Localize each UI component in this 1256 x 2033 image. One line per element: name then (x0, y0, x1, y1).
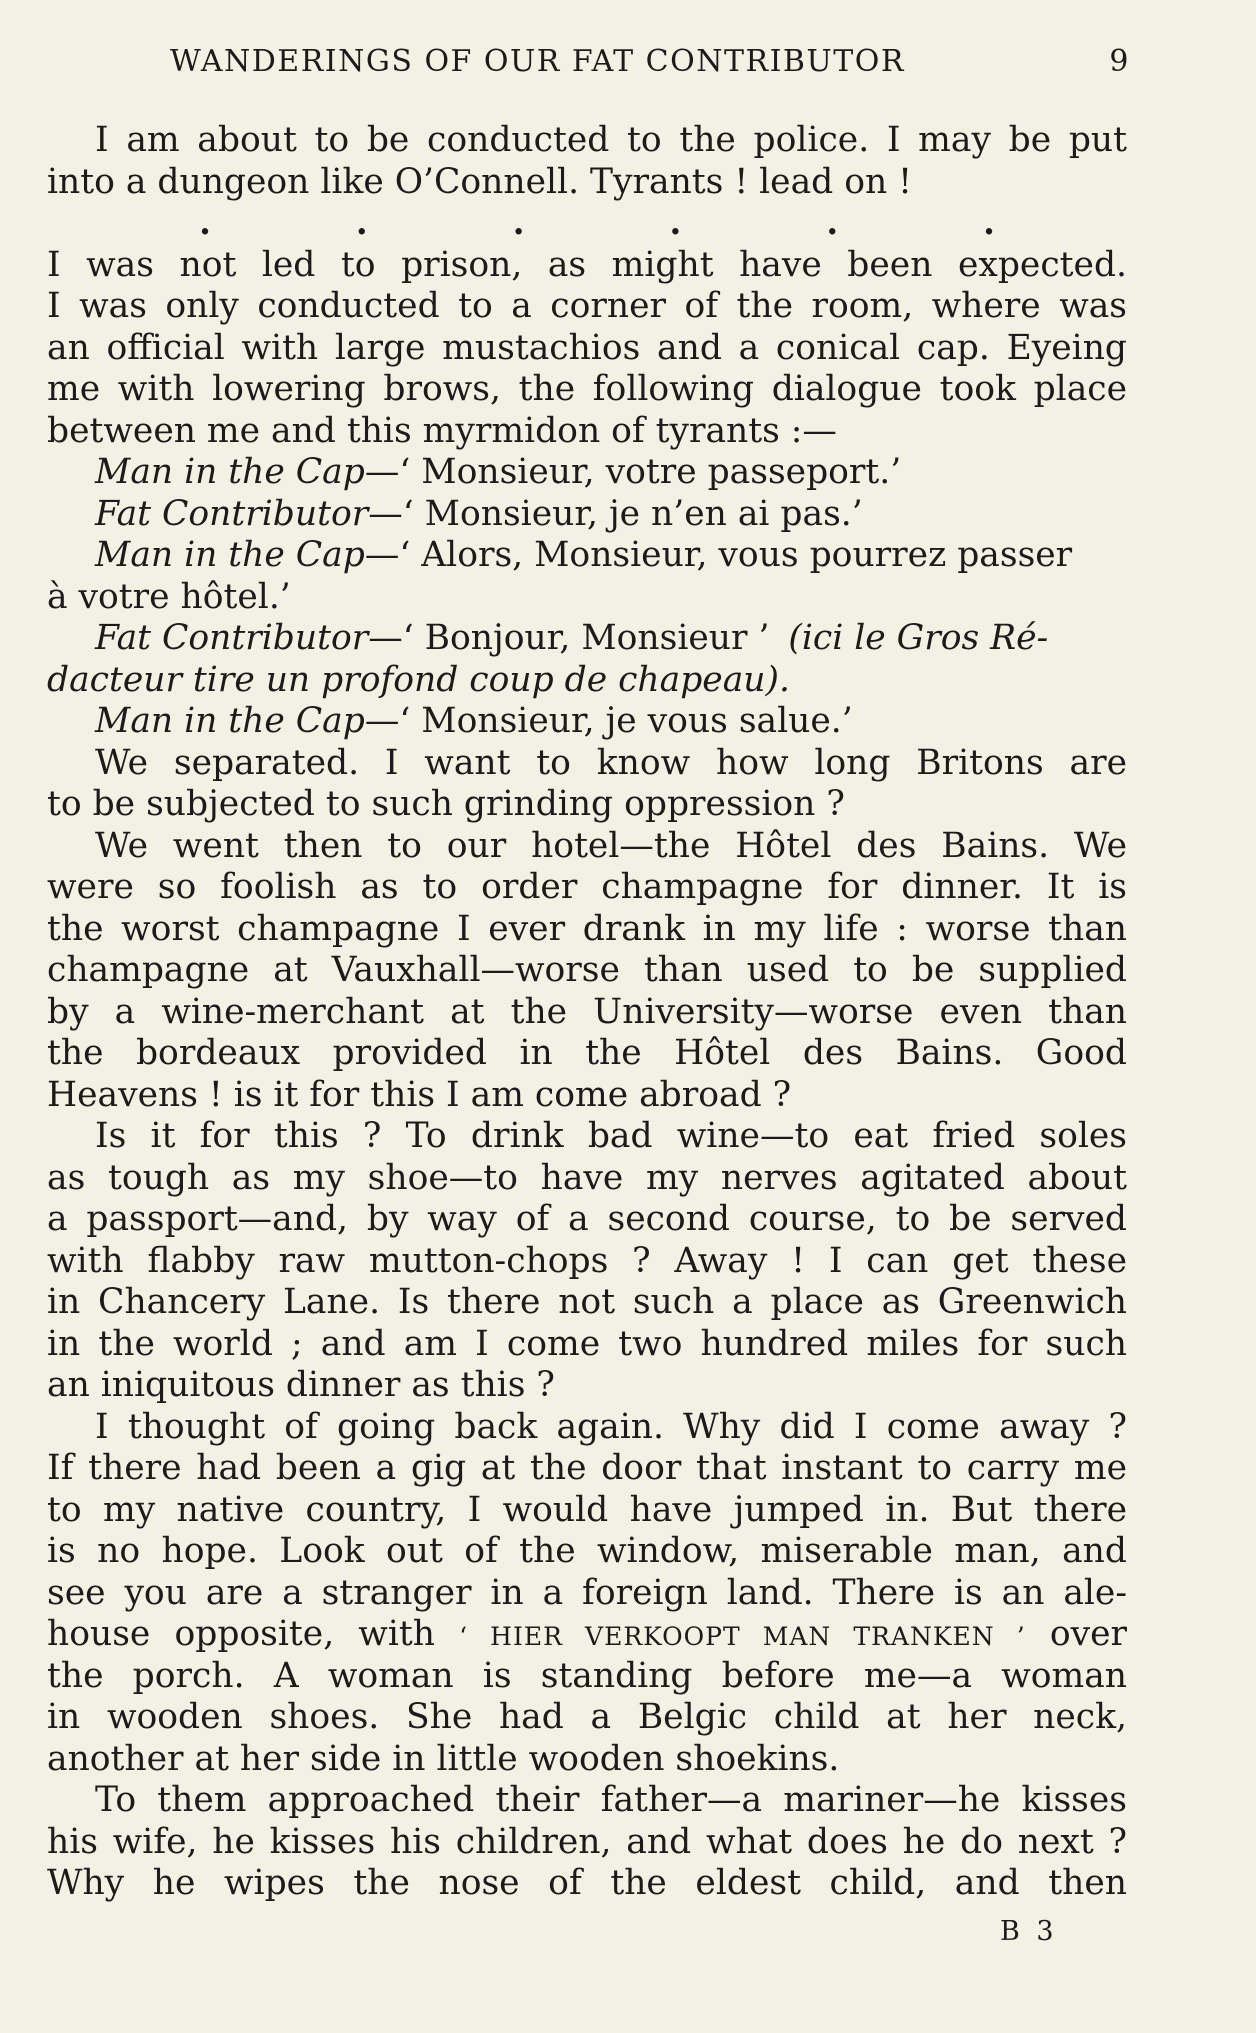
text-line: Is it for this ? To drink bad wine—to eat fried soles (95, 1116, 1127, 1156)
text-line: me with lowering brows, the following dialogue took place (47, 369, 1127, 409)
text-line: Why he wipes the nose of the eldest child, and then (47, 1863, 1127, 1903)
text-line: I am about to be conducted to the police. I may be put (95, 120, 1127, 160)
text-line: in Chancery Lane. Is there not such a place as Greenwich (47, 1282, 1127, 1322)
text-line: champagne at Vauxhall—worse than used to be supplied (47, 950, 1127, 990)
text-line: between me and this myrmidon of tyrants :— (47, 410, 837, 451)
dialogue-line: Man in the Cap —‘ Monsieur, je vous salue.’ (95, 701, 853, 741)
body-text (47, 120, 1127, 1905)
text-line: with flabby raw mutton-chops ? Away ! I can get these (47, 1240, 1127, 1281)
text-line: I was only conducted to a corner of the room, where was (47, 286, 1127, 326)
text-line: an iniquitous dinner as this ? (47, 1365, 555, 1405)
speaker-name: Man in the Cap (95, 452, 365, 492)
text-line: to my native country, I would have jumped in. But there (47, 1489, 1127, 1530)
text-line: To them approached their father—a mariner—he kisses (95, 1780, 1127, 1820)
page-number: 9 (1109, 44, 1130, 79)
speaker-name: Man in the Cap (95, 701, 365, 741)
text-line: We separated. I want to know how long Britons are (95, 742, 1127, 783)
speaker-name: Fat Contributor (95, 493, 369, 534)
ellipsis-dots: . . . . . . (199, 203, 995, 243)
text-line: his wife, he kisses his children, and what does he do next ? (47, 1821, 1127, 1862)
dialogue-line: Fat Contributor —‘ Monsieur, je n’en ai pas.’ (95, 493, 863, 534)
running-title: WANDERINGS OF OUR FAT CONTRIBUTOR (170, 44, 905, 79)
text-line: an official with large mustachios and a conical cap. Eyeing (47, 327, 1127, 368)
speaker-name: Fat Contributor (95, 618, 369, 658)
text-line: If there had been a gig at the door that instant to carry me (47, 1448, 1127, 1488)
text-line: were so foolish as to order champagne for dinner. It is (47, 867, 1127, 907)
text-line: into a dungeon like O’Connell. Tyrants ! lead on ! (47, 161, 913, 202)
text-line: to be subjected to such grinding oppression ? (47, 784, 845, 824)
text-line: in wooden shoes. She had a Belgic child at her neck, (47, 1697, 1127, 1737)
text-line: another at her side in little wooden shoekins. (47, 1738, 840, 1779)
text-line: I was not led to prison, as might have been expected. (47, 244, 1127, 285)
small-caps-phrase: ‘ HIER VERKOOPT MAN TRANKEN ’ (459, 1622, 1026, 1651)
text-line (47, 660, 1127, 702)
text-line: by a wine-merchant at the University—worse even than (47, 991, 1127, 1032)
text-line: is no hope. Look out of the window, miserable man, and (47, 1531, 1127, 1571)
dialogue-line: Man in the Cap —‘ Alors, Monsieur, vous pourrez passer (95, 535, 1073, 575)
text-line: the porch. A woman is standing before me—a woman (47, 1655, 1127, 1696)
text-line: as tough as my shoe—to have my nerves agitated about (47, 1157, 1127, 1198)
speaker-name: Man in the Cap (95, 535, 365, 575)
text-line: the worst champagne I ever drank in my life : worse than (47, 908, 1127, 949)
text-line: a passport—and, by way of a second course, to be served (47, 1199, 1127, 1239)
text-line: in the world ; and am I come two hundred miles for such (47, 1323, 1127, 1364)
text-line: the bordeaux provided in the Hôtel des Bains. Good (47, 1033, 1127, 1073)
text-line: see you are a stranger in a foreign land. There is an ale- (47, 1572, 1127, 1613)
dialogue-line: Fat Contributor —‘ Bonjour, Monsieur ’ (ici le Gros Ré- (95, 618, 1049, 658)
text-line: house opposite, with ‘ HIER VERKOOPT MAN TRANKEN ’ over (47, 1614, 1128, 1654)
text-line: Heavens ! is it for this I am come abroad ? (47, 1074, 792, 1115)
text-line: I thought of going back again. Why did I come away ? (95, 1406, 1127, 1447)
stage-direction: dacteur tire un profond coup de chapeau). (47, 659, 790, 700)
signature-mark: B 3 (1000, 1916, 1058, 1947)
stage-direction: (ici le Gros Ré- (788, 618, 1049, 658)
text-line: à votre hôtel.’ (47, 576, 291, 617)
dialogue-line: Man in the Cap —‘ Monsieur, votre passeport.’ (95, 452, 902, 492)
text-line: We went then to our hotel—the Hôtel des Bains. We (95, 825, 1127, 866)
